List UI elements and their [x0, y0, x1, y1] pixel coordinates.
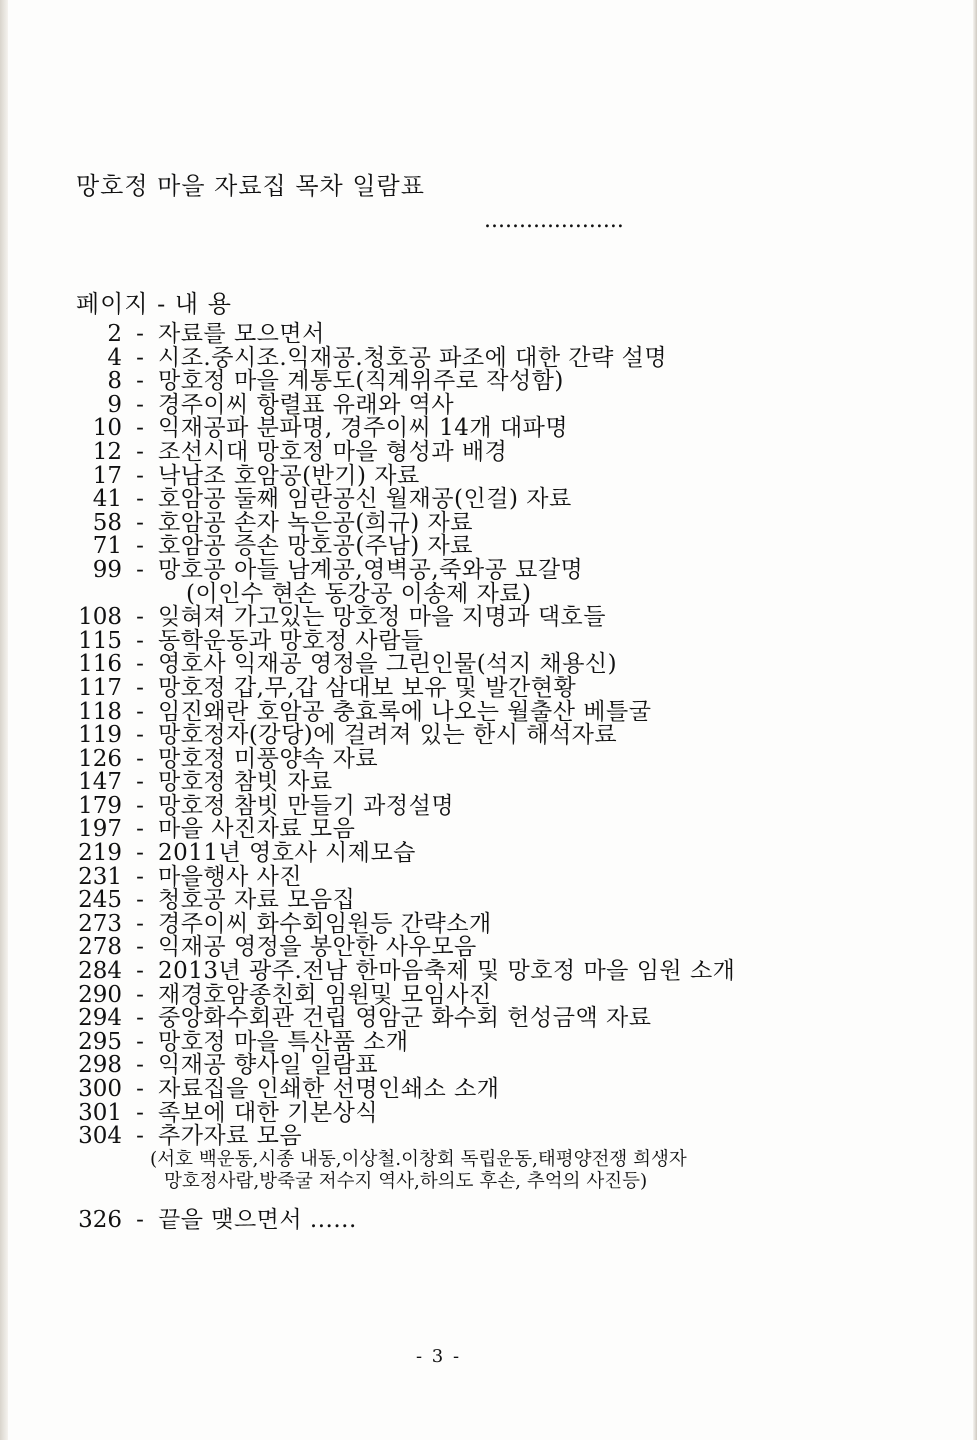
- toc-dash: -: [136, 1099, 144, 1126]
- toc-entry: [70, 438, 950, 465]
- toc-text: 익재공파 분파명, 경주이씨 14개 대파명: [158, 415, 569, 442]
- toc-dash: -: [136, 1206, 144, 1233]
- toc-page: 118: [78, 698, 122, 725]
- toc-dash: -: [136, 604, 144, 631]
- toc-page: 197: [78, 816, 122, 843]
- toc-text: 익재공 향사일 일람표: [158, 1052, 379, 1079]
- toc-entry: [70, 698, 950, 725]
- toc-page: 17: [92, 462, 122, 489]
- toc-dash: -: [136, 509, 144, 536]
- toc-header: 페이지 - 내 용: [76, 290, 232, 318]
- toc-text: 자료를 모으면서: [158, 321, 325, 347]
- scan-edge-left: [0, 0, 8, 1440]
- toc-entry: [70, 1099, 950, 1126]
- toc-text: 망호정 마을 계통도(직계위주로 작성함): [158, 368, 564, 395]
- toc-text: 경주이씨 항렬표 유래와 역사: [158, 391, 455, 418]
- document-title: 망호정 마을 자료집 목차 일람표: [76, 172, 425, 200]
- toc-text: 망호정자(강당)에 걸려져 있는 한시 해석자료: [158, 722, 618, 749]
- toc-page: 273: [78, 910, 122, 937]
- toc-page: 99: [92, 556, 122, 583]
- toc-page: 290: [78, 981, 122, 1008]
- toc-text: 동학운동과 망호정 사람들: [158, 627, 424, 654]
- toc-page: 119: [78, 722, 122, 749]
- toc-entry-note: (서호 백운동,시종 내동,이상철.이창회 독립운동,태평양전쟁 희생자: [150, 1148, 687, 1170]
- toc-entry: [70, 910, 950, 937]
- toc-text: 경주이씨 화수회임원등 간략소개: [158, 910, 492, 937]
- toc-closing-entry: [70, 1206, 950, 1233]
- toc-text: 잊혀져 가고있는 망호정 마을 지명과 댁호들: [158, 604, 606, 631]
- toc-entry: [70, 771, 950, 795]
- toc-dash: -: [136, 1076, 144, 1102]
- toc-entry: [70, 627, 950, 654]
- toc-page: 4: [107, 344, 122, 371]
- toc-text: 시조.중시조.익재공.청호공 파조에 대한 간략 설명: [158, 344, 668, 371]
- toc-page: 10: [92, 415, 122, 442]
- toc-text: 망호정 미풍양속 자료: [158, 745, 379, 772]
- toc-dash: -: [136, 698, 144, 725]
- toc-dash: -: [136, 486, 144, 513]
- toc-page: 304: [78, 1123, 122, 1150]
- toc-dash: -: [136, 934, 144, 961]
- toc-dash: -: [136, 816, 144, 843]
- toc-entry: [70, 556, 950, 583]
- toc-page: 9: [107, 391, 122, 418]
- toc-dash: -: [136, 840, 144, 867]
- toc-entry: [70, 1125, 950, 1149]
- title-dots: ....................: [484, 208, 624, 233]
- toc-dash: -: [136, 462, 144, 489]
- toc-page: 245: [78, 887, 122, 914]
- toc-page: 301: [78, 1099, 122, 1126]
- toc-dash: -: [136, 415, 144, 442]
- toc-entry: [70, 370, 950, 394]
- toc-text: 호암공 증손 망호공(주남) 자료: [158, 533, 473, 560]
- toc-page: 108: [78, 604, 122, 631]
- toc-text: 중앙화수회관 건립 영암군 화수회 헌성금액 자료: [158, 1005, 652, 1032]
- toc-page: 116: [78, 651, 122, 678]
- toc-entry: [70, 1078, 950, 1102]
- toc-dash: -: [136, 863, 144, 890]
- toc-page: 295: [78, 1028, 122, 1055]
- toc-page: 41: [92, 486, 122, 513]
- toc-dash: -: [136, 674, 144, 701]
- toc-entry: [70, 792, 950, 819]
- toc-page: 71: [92, 533, 122, 560]
- toc-entry: [70, 462, 950, 489]
- page-number: - 3 -: [415, 1346, 462, 1367]
- toc-entry: [70, 417, 950, 441]
- toc-dash: -: [136, 910, 144, 937]
- toc-entry: [70, 344, 950, 371]
- toc-text: 익재공 영정을 봉안한 사우모음: [158, 934, 477, 961]
- toc-text: 망호공 아들 남계공,영벽공,죽와공 묘갈명: [158, 556, 584, 583]
- toc-dash: -: [136, 769, 144, 796]
- toc-page: 8: [107, 368, 122, 395]
- toc-entry: [70, 863, 950, 890]
- toc-text: 망호정 마을 특산품 소개: [158, 1028, 409, 1055]
- toc-text: 망호정 갑,무,갑 삼대보 보유 및 발간현황: [158, 674, 577, 701]
- toc-dash: -: [136, 958, 144, 985]
- toc-entry: [70, 323, 950, 347]
- toc-page: 12: [92, 438, 122, 465]
- toc-text: 조선시대 망호정 마을 형성과 배경: [158, 438, 508, 465]
- toc-entry: [70, 1028, 950, 1055]
- toc-entry: [70, 653, 950, 677]
- toc-dash: -: [136, 1052, 144, 1079]
- toc-dash: -: [136, 368, 144, 395]
- toc-page: 278: [78, 934, 122, 961]
- toc-page: 58: [92, 509, 122, 536]
- toc-entry: [70, 509, 950, 536]
- toc-text: 추가자료 모음: [158, 1123, 303, 1150]
- toc-text: 족보에 대한 기본상식: [158, 1099, 379, 1126]
- toc-entry: [70, 674, 950, 701]
- toc-dash: -: [136, 533, 144, 560]
- toc-entry: [70, 818, 950, 842]
- table-of-contents: [70, 323, 950, 1232]
- toc-entry: [70, 724, 950, 748]
- toc-dash: -: [136, 1123, 144, 1150]
- toc-page: 298: [78, 1052, 122, 1079]
- toc-entry: [70, 889, 950, 913]
- toc-text: 청호공 자료 모음집: [158, 887, 356, 914]
- toc-dash: -: [136, 722, 144, 749]
- toc-dash: -: [136, 344, 144, 371]
- toc-page: 147: [78, 769, 122, 796]
- toc-entry: [70, 391, 950, 418]
- toc-entry-subline: (이인수 현손 동강공 이송제 자료): [186, 580, 532, 607]
- toc-entry: [70, 842, 950, 866]
- toc-dash: -: [136, 745, 144, 772]
- toc-dash: -: [136, 391, 144, 418]
- toc-dash: -: [136, 627, 144, 654]
- toc-page: 2: [107, 321, 122, 347]
- toc-entry: [70, 981, 950, 1008]
- toc-dash: -: [136, 321, 144, 347]
- scan-edge-right: [973, 0, 977, 1440]
- toc-page: 284: [78, 958, 122, 985]
- toc-text: 끝을 맺으면서 ......: [158, 1206, 357, 1233]
- toc-text: 자료집을 인쇄한 선명인쇄소 소개: [158, 1076, 500, 1102]
- toc-dash: -: [136, 981, 144, 1008]
- toc-entry: [70, 488, 950, 512]
- toc-page: 115: [78, 627, 122, 654]
- toc-entry: [70, 1054, 950, 1078]
- toc-entry: [70, 960, 950, 984]
- toc-page: 326: [78, 1206, 122, 1233]
- toc-text: 망호정 참빗 자료: [158, 769, 333, 796]
- toc-entry: [70, 1007, 950, 1031]
- toc-text: 호암공 손자 녹은공(희규) 자료: [158, 509, 473, 536]
- toc-dash: -: [136, 556, 144, 583]
- toc-entry-note: 망호정사람,방죽굴 저수지 역사,하의도 후손, 추억의 사진등): [164, 1170, 648, 1192]
- toc-page: 179: [78, 792, 122, 819]
- toc-dash: -: [136, 438, 144, 465]
- toc-text: 호암공 둘째 임란공신 월재공(인걸) 자료: [158, 486, 572, 513]
- toc-dash: -: [136, 651, 144, 678]
- toc-dash: -: [136, 887, 144, 914]
- toc-dash: -: [136, 1005, 144, 1032]
- toc-entry: [70, 606, 950, 630]
- toc-dash: -: [136, 792, 144, 819]
- toc-text: 마을행사 사진: [158, 863, 303, 890]
- toc-page: 117: [78, 674, 122, 701]
- toc-page: 126: [78, 745, 122, 772]
- toc-page: 231: [78, 863, 122, 890]
- toc-text: 영호사 익재공 영정을 그린인물(석지 채용신): [158, 651, 618, 678]
- toc-page: 294: [78, 1005, 122, 1032]
- toc-entry: [70, 936, 950, 960]
- toc-text: 망호정 참빗 만들기 과정설명: [158, 792, 455, 819]
- toc-page: 300: [78, 1076, 122, 1102]
- toc-text: 2013년 광주.전남 한마음축제 및 망호정 마을 임원 소개: [158, 958, 736, 985]
- toc-text: 임진왜란 호암공 충효록에 나오는 월출산 베틀굴: [158, 698, 652, 725]
- toc-text: 재경호암종친회 임원및 모임사진: [158, 981, 492, 1008]
- toc-page: 219: [78, 840, 122, 867]
- toc-entry: [70, 535, 950, 559]
- toc-dash: -: [136, 1028, 144, 1055]
- toc-text: 낙남조 호암공(반기) 자료: [158, 462, 420, 489]
- toc-entry: [70, 745, 950, 772]
- toc-text: 마을 사진자료 모음: [158, 816, 356, 843]
- toc-text: 2011년 영호사 시제모습: [158, 840, 416, 867]
